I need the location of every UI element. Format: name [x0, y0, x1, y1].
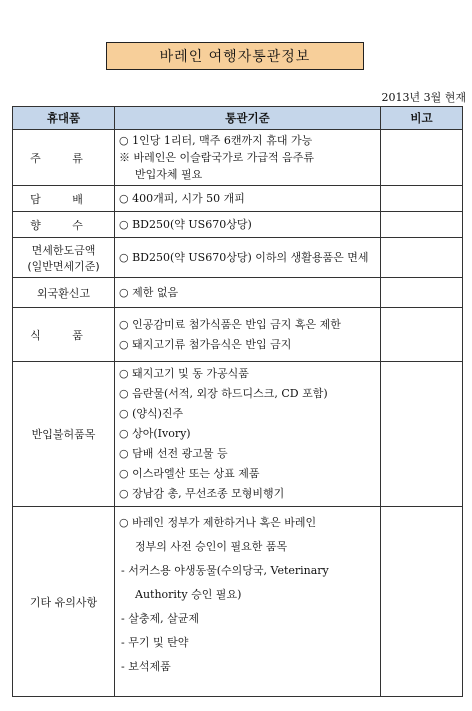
category-perfume: 향 수: [13, 212, 115, 238]
header-item: 휴대품: [13, 107, 115, 130]
criteria-line: ○ (양식)진주: [119, 407, 184, 420]
category-line: 면세한도금액: [31, 243, 96, 257]
criteria-prohibited: [115, 362, 381, 507]
row-food: [13, 308, 463, 362]
criteria-other: [115, 507, 381, 697]
criteria-line: - 살충제, 살균제: [121, 612, 199, 625]
remarks-alcohol: [381, 130, 463, 186]
remarks-dutyfree: [381, 238, 463, 278]
criteria-line: 정부의 사전 승인이 필요한 품목: [135, 540, 288, 553]
criteria-line: ○ BD250(약 US670상당) 이하의 생활용품은 면세: [119, 250, 369, 264]
header-criteria: 통관기준: [115, 107, 381, 130]
criteria-line: ○ 돼지고기 및 동 가공식품: [119, 367, 249, 380]
criteria-line: ○ 이스라엘산 또는 상표 제품: [119, 467, 260, 480]
criteria-food: [115, 308, 381, 362]
row-other: [13, 507, 463, 697]
category-prohibited: 반입불허품목: [13, 362, 115, 507]
customs-table: [12, 106, 463, 697]
criteria-alcohol: [115, 130, 381, 186]
criteria-line: 반입자체 필요: [135, 168, 203, 181]
criteria-tobacco: [115, 186, 381, 212]
page-title: 바레인 여행자통관정보: [106, 42, 364, 70]
category-currency: 외국환신고: [13, 278, 115, 308]
criteria-line: - 서커스용 야생동물(수의당국, Veterinary: [121, 564, 329, 577]
criteria-line: ※ 바레인은 이슬람국가로 가급적 음주류: [119, 151, 315, 164]
category-other: 기타 유의사항: [13, 507, 115, 697]
row-dutyfree: [13, 238, 463, 278]
criteria-line: ○ 400개피, 시가 50 개피: [119, 191, 245, 205]
category-alcohol: 주 류: [13, 130, 115, 186]
category-food: 식 품: [13, 308, 115, 362]
row-prohibited: [13, 362, 463, 507]
criteria-line: ○ 1인당 1리터, 맥주 6캔까지 휴대 가능: [119, 134, 313, 147]
criteria-perfume: [115, 212, 381, 238]
table-header-row: [13, 107, 463, 130]
remarks-currency: [381, 278, 463, 308]
remarks-perfume: [381, 212, 463, 238]
criteria-line: - 보석제품: [121, 660, 171, 673]
criteria-line: ○ 인공감미료 첨가식품은 반입 금지 혹은 제한: [119, 317, 341, 331]
remarks-food: [381, 308, 463, 362]
remarks-tobacco: [381, 186, 463, 212]
remarks-other: [381, 507, 463, 697]
criteria-line: ○ 음란물(서적, 외장 하드디스크, CD 포함): [119, 387, 328, 400]
remarks-prohibited: [381, 362, 463, 507]
row-perfume: [13, 212, 463, 238]
criteria-line: Authority 승인 필요): [135, 588, 242, 601]
criteria-line: ○ 바레인 정부가 제한하거나 혹은 바레인: [119, 516, 317, 529]
category-line: (일반면세기준): [27, 259, 100, 273]
header-remarks: 비고: [381, 107, 463, 130]
category-dutyfree: [13, 238, 115, 278]
category-tobacco: 담 배: [13, 186, 115, 212]
date-label: 2013년 3월 현재: [381, 91, 466, 104]
criteria-line: ○ 장남감 총, 무선조종 모형비행기: [119, 487, 285, 500]
row-currency: [13, 278, 463, 308]
row-alcohol: [13, 130, 463, 186]
criteria-line: - 무기 및 탄약: [121, 636, 189, 649]
criteria-line: ○ 담배 선전 광고물 등: [119, 447, 228, 460]
criteria-line: ○ 제한 없음: [119, 285, 179, 299]
criteria-currency: [115, 278, 381, 308]
criteria-line: ○ 돼지고기류 첨가음식은 반입 금지: [119, 337, 292, 351]
criteria-dutyfree: [115, 238, 381, 278]
criteria-line: ○ BD250(약 US670상당): [119, 217, 252, 231]
row-tobacco: [13, 186, 463, 212]
criteria-line: ○ 상아(Ivory): [119, 427, 191, 440]
